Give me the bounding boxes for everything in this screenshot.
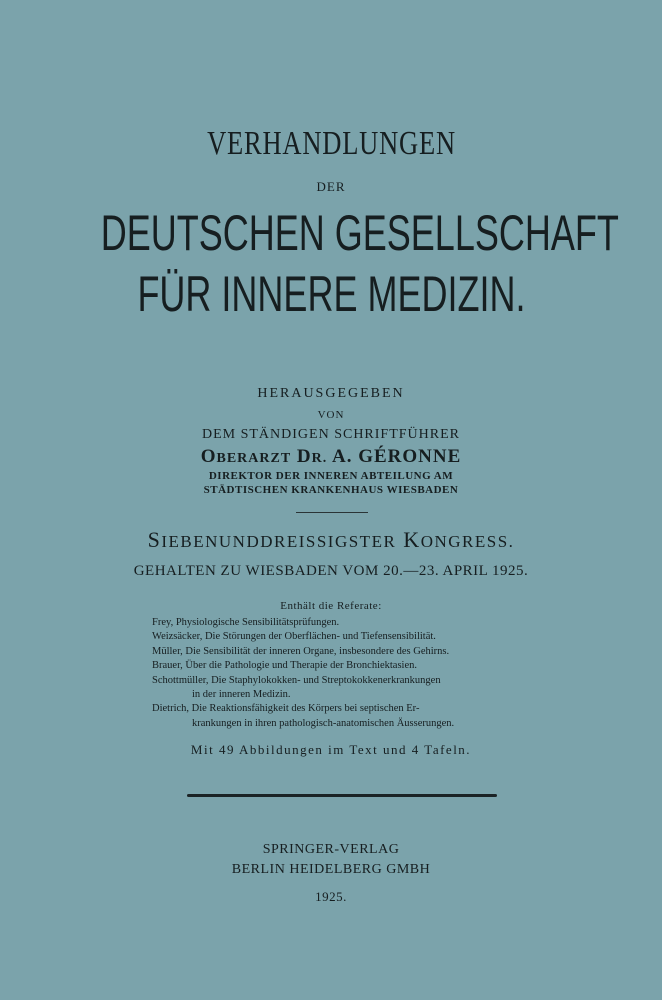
congress-cap1: S [147, 527, 162, 552]
list-item [152, 674, 532, 703]
editor-prefix-cap: O [200, 446, 217, 467]
editor-position-line2: STÄDTISCHEN KRANKENHAUS WIESBADEN [203, 484, 459, 496]
list-item [152, 630, 532, 644]
title-line-der: DER [316, 179, 346, 194]
long-divider [187, 794, 497, 797]
referat-line: Weizsäcker, Die Störungen der Oberflächen- und Tiefensensibilität. [152, 631, 436, 643]
referat-line: Schottmüller, Die Staphylokokken- und Streptokokkenerkrankungen [152, 674, 441, 686]
referat-continuation: krankungen in ihren pathologisch-anatomischen Äusserungen. [192, 717, 455, 729]
illustrations-note: Mit 49 Abbildungen im Text und 4 Tafeln. [190, 742, 472, 757]
title-line-verhandlungen: VERHANDLUNGEN [206, 125, 456, 162]
list-item [152, 702, 532, 731]
congress-rest2: ONGRESS. [420, 532, 515, 551]
referate-list [152, 616, 532, 731]
referat-line: Frey, Physiologische Sensibilitätsprüfungen. [152, 617, 340, 628]
editor-label: HERAUSGEGEBEN [257, 386, 405, 401]
short-divider [296, 512, 368, 513]
congress-title [0, 527, 662, 553]
congress-held: GEHALTEN ZU WIESBADEN VOM 20.—23. APRIL 1925. [133, 563, 529, 579]
congress-rest1: IEBENUNDDREISSIGSTER [161, 532, 397, 551]
publisher-city: BERLIN HEIDELBERG GMBH [231, 862, 431, 877]
editor-von: VON [317, 409, 345, 421]
list-item [152, 659, 532, 673]
referat-line: Dietrich, Die Reaktionsfähigkeit des Körpers bei septischen Er- [152, 703, 420, 715]
publisher-name: SPRINGER-VERLAG [262, 842, 400, 857]
editor-name [0, 446, 662, 468]
referat-line: Brauer, Über die Pathologie und Therapie der Bronchiektasien. [152, 660, 418, 672]
list-item [152, 616, 532, 630]
editor-role: DEM STÄNDIGEN SCHRIFTFÜHRER [201, 427, 461, 442]
referate-heading: Enthält die Referate: [280, 600, 382, 612]
editor-dr-rest: R. [311, 451, 328, 466]
referat-line: Müller, Die Sensibilität der inneren Organe, insbesondere des Gehirns. [152, 645, 450, 657]
publication-year: 1925. [315, 889, 347, 904]
title-line-medizin: FÜR INNERE MEDIZIN. [136, 266, 526, 322]
congress-cap2: K [403, 527, 421, 552]
referat-continuation: in der inneren Medizin. [192, 689, 291, 701]
editor-position-line1: DIREKTOR DER INNEREN ABTEILUNG AM [208, 470, 454, 482]
editor-main-name: A. GÉRONNE [331, 446, 462, 467]
list-item [152, 645, 532, 659]
editor-dr-cap: D [296, 446, 312, 467]
editor-prefix-rest: BERARZT [216, 451, 292, 466]
title-line-gesellschaft: DEUTSCHEN GESELLSCHAFT [100, 205, 619, 261]
